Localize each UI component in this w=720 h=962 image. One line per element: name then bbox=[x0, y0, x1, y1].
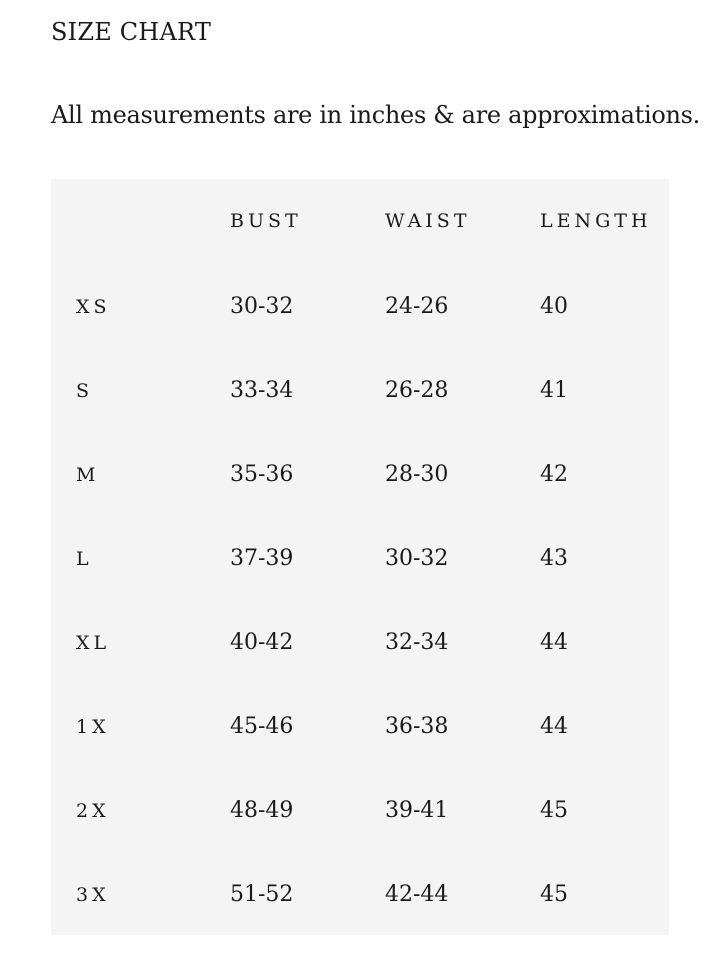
length-cell: 42 bbox=[540, 462, 568, 487]
table-row bbox=[51, 791, 669, 831]
size-cell: 1X bbox=[76, 716, 110, 738]
table-row bbox=[51, 707, 669, 747]
header-waist: WAIST bbox=[385, 210, 471, 232]
bust-cell: 51-52 bbox=[230, 882, 294, 907]
length-cell: 45 bbox=[540, 882, 568, 907]
table-row bbox=[51, 623, 669, 663]
waist-cell: 24-26 bbox=[385, 294, 449, 319]
bust-cell: 30-32 bbox=[230, 294, 294, 319]
waist-cell: 36-38 bbox=[385, 714, 449, 739]
table-row bbox=[51, 539, 669, 579]
measurement-note: All measurements are in inches & are approximations. bbox=[51, 101, 701, 129]
length-cell: 40 bbox=[540, 294, 568, 319]
header-bust: BUST bbox=[230, 210, 302, 232]
header-length: LENGTH bbox=[540, 210, 652, 232]
size-cell: L bbox=[76, 548, 93, 570]
length-cell: 43 bbox=[540, 546, 568, 571]
waist-cell: 26-28 bbox=[385, 378, 449, 403]
waist-cell: 30-32 bbox=[385, 546, 449, 571]
waist-cell: 39-41 bbox=[385, 798, 449, 823]
bust-cell: 35-36 bbox=[230, 462, 294, 487]
size-cell: S bbox=[76, 380, 94, 402]
table-row bbox=[51, 455, 669, 495]
bust-cell: 37-39 bbox=[230, 546, 294, 571]
length-cell: 44 bbox=[540, 630, 568, 655]
table-row bbox=[51, 875, 669, 915]
size-cell: 2X bbox=[76, 800, 110, 822]
waist-cell: 28-30 bbox=[385, 462, 449, 487]
bust-cell: 40-42 bbox=[230, 630, 294, 655]
size-cell: M bbox=[76, 464, 100, 486]
size-cell: XL bbox=[76, 632, 111, 654]
bust-cell: 48-49 bbox=[230, 798, 294, 823]
table-row bbox=[51, 287, 669, 327]
bust-cell: 33-34 bbox=[230, 378, 294, 403]
bust-cell: 45-46 bbox=[230, 714, 294, 739]
size-cell: XS bbox=[76, 296, 111, 318]
waist-cell: 32-34 bbox=[385, 630, 449, 655]
page-title: SIZE CHART bbox=[51, 18, 212, 46]
length-cell: 41 bbox=[540, 378, 568, 403]
waist-cell: 42-44 bbox=[385, 882, 449, 907]
size-chart-table bbox=[51, 179, 669, 935]
size-cell: 3X bbox=[76, 884, 110, 906]
length-cell: 44 bbox=[540, 714, 568, 739]
length-cell: 45 bbox=[540, 798, 568, 823]
table-row bbox=[51, 371, 669, 411]
